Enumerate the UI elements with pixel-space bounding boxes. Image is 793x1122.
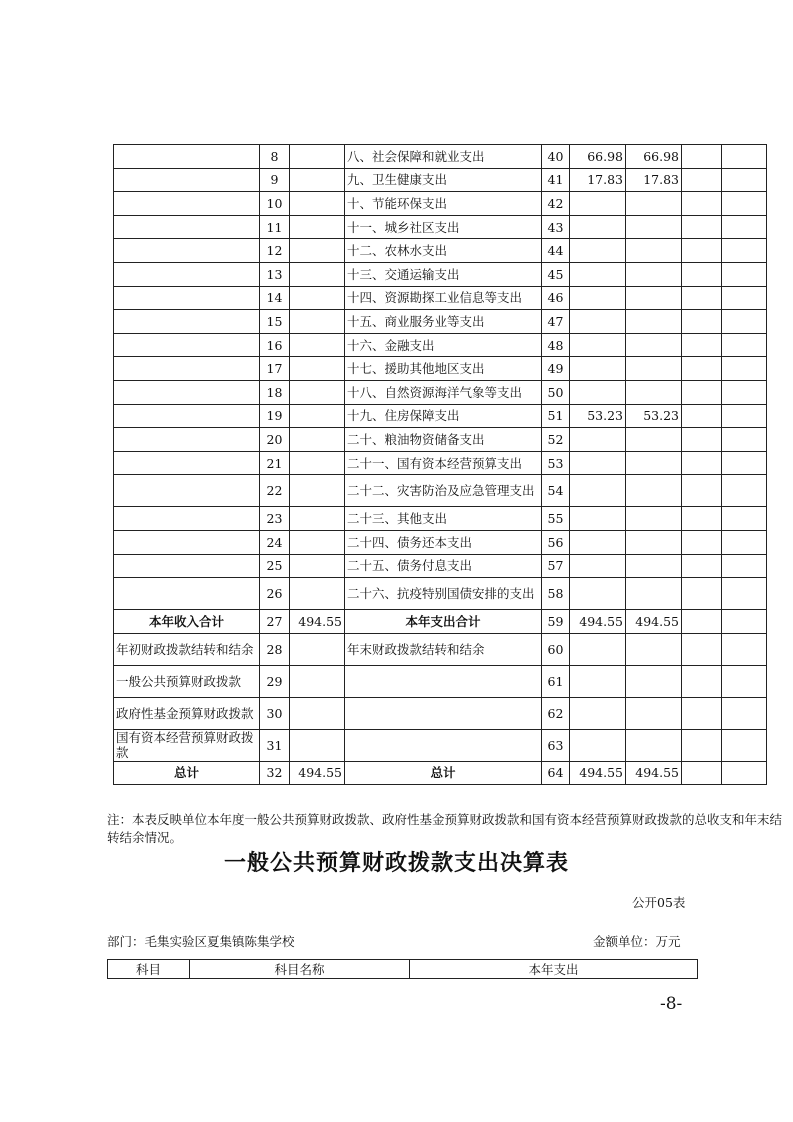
expense-total — [570, 578, 626, 610]
expense-item-name: 二十五、债务付息支出 — [345, 554, 542, 578]
expense-general-budget: 53.23 — [626, 404, 682, 428]
expense-general-budget — [626, 310, 682, 334]
expenditure-table-header — [107, 959, 698, 979]
expense-gov-fund — [682, 145, 722, 169]
line-no: 44 — [542, 239, 570, 263]
line-no: 63 — [542, 729, 570, 761]
table-row — [114, 475, 767, 507]
row-no: 10 — [260, 192, 290, 216]
income-amount — [290, 168, 345, 192]
row-no: 32 — [260, 761, 290, 785]
expense-item-name: 十九、住房保障支出 — [345, 404, 542, 428]
expense-general-budget — [626, 697, 682, 729]
expense-total — [570, 665, 626, 697]
carryover-row — [114, 665, 767, 697]
grand-total-expense-label: 总计 — [345, 761, 542, 785]
line-no: 43 — [542, 215, 570, 239]
line-no: 57 — [542, 554, 570, 578]
line-no: 42 — [542, 192, 570, 216]
line-no: 59 — [542, 610, 570, 634]
row-no: 31 — [260, 729, 290, 761]
table-row — [114, 215, 767, 239]
page-number: -8- — [660, 994, 683, 1014]
page-title: 一般公共预算财政拨款支出决算表 — [223, 850, 569, 876]
expense-gov-fund — [682, 310, 722, 334]
income-total-label: 本年收入合计 — [114, 610, 260, 634]
income-item-cell — [114, 145, 260, 169]
expense-total: 494.55 — [570, 610, 626, 634]
line-no: 54 — [542, 475, 570, 507]
grand-total-row — [114, 761, 767, 785]
row-no: 30 — [260, 697, 290, 729]
expense-gov-fund — [682, 215, 722, 239]
income-amount — [290, 286, 345, 310]
income-item-cell — [114, 215, 260, 239]
expense-item-name: 九、卫生健康支出 — [345, 168, 542, 192]
row-no: 26 — [260, 578, 290, 610]
expense-gov-fund — [682, 428, 722, 452]
table-row — [114, 192, 767, 216]
expense-gov-fund — [682, 610, 722, 634]
expense-gov-fund — [682, 665, 722, 697]
row-no: 21 — [260, 451, 290, 475]
expense-state-capital — [722, 215, 767, 239]
expense-state-capital — [722, 578, 767, 610]
row-no: 24 — [260, 530, 290, 554]
row-no: 8 — [260, 145, 290, 169]
expense-general-budget — [626, 554, 682, 578]
expense-total — [570, 530, 626, 554]
expense-state-capital — [722, 380, 767, 404]
income-item-cell — [114, 451, 260, 475]
expense-general-budget — [626, 286, 682, 310]
expense-total — [570, 310, 626, 334]
income-item-cell — [114, 262, 260, 286]
income-item-cell — [114, 404, 260, 428]
expense-state-capital — [722, 310, 767, 334]
income-item-cell — [114, 475, 260, 507]
table-row — [114, 239, 767, 263]
expense-gov-fund — [682, 507, 722, 531]
income-item-cell — [114, 192, 260, 216]
expense-general-budget: 494.55 — [626, 761, 682, 785]
expense-total — [570, 239, 626, 263]
row-no: 9 — [260, 168, 290, 192]
income-amount — [290, 333, 345, 357]
income-amount — [290, 428, 345, 452]
expense-state-capital — [722, 404, 767, 428]
expense-item-name: 二十四、债务还本支出 — [345, 530, 542, 554]
income-amount — [290, 380, 345, 404]
expense-gov-fund — [682, 633, 722, 665]
expense-state-capital — [722, 451, 767, 475]
row-no: 20 — [260, 428, 290, 452]
table-row — [114, 333, 767, 357]
expense-item-name: 十八、自然资源海洋气象等支出 — [345, 380, 542, 404]
expense-total — [570, 215, 626, 239]
table-row — [114, 145, 767, 169]
carryover-amount — [290, 665, 345, 697]
expense-item-name: 十六、金融支出 — [345, 333, 542, 357]
budget-table — [113, 144, 767, 785]
expense-state-capital — [722, 761, 767, 785]
row-no: 12 — [260, 239, 290, 263]
income-amount — [290, 507, 345, 531]
row-no: 15 — [260, 310, 290, 334]
carryover-label: 国有资本经营预算财政拨款 — [114, 729, 260, 761]
income-amount — [290, 262, 345, 286]
expense-total — [570, 428, 626, 452]
expense-general-budget — [626, 633, 682, 665]
line-no: 50 — [542, 380, 570, 404]
expense-total — [570, 262, 626, 286]
table-row — [114, 451, 767, 475]
carryover-expense-label — [345, 729, 542, 761]
income-item-cell — [114, 310, 260, 334]
table-row — [114, 262, 767, 286]
income-amount — [290, 145, 345, 169]
expense-total — [570, 507, 626, 531]
expense-gov-fund — [682, 262, 722, 286]
income-amount — [290, 192, 345, 216]
table-row — [114, 530, 767, 554]
income-item-cell — [114, 333, 260, 357]
income-item-cell — [114, 286, 260, 310]
carryover-expense-label: 年末财政拨款结转和结余 — [345, 633, 542, 665]
expense-total-label: 本年支出合计 — [345, 610, 542, 634]
income-total-value: 494.55 — [290, 610, 345, 634]
income-item-cell — [114, 554, 260, 578]
expense-general-budget — [626, 380, 682, 404]
row-no: 19 — [260, 404, 290, 428]
line-no: 60 — [542, 633, 570, 665]
carryover-label: 一般公共预算财政拨款 — [114, 665, 260, 697]
expense-gov-fund — [682, 357, 722, 381]
expense-gov-fund — [682, 451, 722, 475]
expense-total — [570, 697, 626, 729]
income-item-cell — [114, 168, 260, 192]
income-item-cell — [114, 380, 260, 404]
expense-state-capital — [722, 530, 767, 554]
department-label: 部门：毛集实验区夏集镇陈集学校 — [107, 934, 295, 949]
expense-total — [570, 451, 626, 475]
expense-state-capital — [722, 633, 767, 665]
header-subject: 科目 — [108, 960, 190, 979]
expense-gov-fund — [682, 380, 722, 404]
income-item-cell — [114, 428, 260, 452]
row-no: 16 — [260, 333, 290, 357]
expense-general-budget — [626, 530, 682, 554]
expense-item-name: 十一、城乡社区支出 — [345, 215, 542, 239]
expense-total — [570, 475, 626, 507]
expense-total: 66.98 — [570, 145, 626, 169]
row-no: 13 — [260, 262, 290, 286]
amount-unit-label: 金额单位：万元 — [593, 934, 681, 949]
expense-state-capital — [722, 507, 767, 531]
row-no: 25 — [260, 554, 290, 578]
row-no: 22 — [260, 475, 290, 507]
table-row — [114, 380, 767, 404]
expense-total — [570, 729, 626, 761]
carryover-row — [114, 633, 767, 665]
expense-gov-fund — [682, 578, 722, 610]
expense-total — [570, 554, 626, 578]
carryover-amount — [290, 729, 345, 761]
table-row — [114, 404, 767, 428]
expense-general-budget — [626, 239, 682, 263]
header-current-expenditure: 本年支出 — [410, 960, 698, 979]
line-no: 51 — [542, 404, 570, 428]
expense-item-name: 十五、商业服务业等支出 — [345, 310, 542, 334]
expense-total — [570, 357, 626, 381]
carryover-label: 年初财政拨款结转和结余 — [114, 633, 260, 665]
line-no: 62 — [542, 697, 570, 729]
expense-state-capital — [722, 554, 767, 578]
income-item-cell — [114, 507, 260, 531]
expense-total: 53.23 — [570, 404, 626, 428]
income-total-row — [114, 610, 767, 634]
expense-state-capital — [722, 428, 767, 452]
expense-gov-fund — [682, 697, 722, 729]
grand-total-label: 总计 — [114, 761, 260, 785]
line-no: 47 — [542, 310, 570, 334]
table-note: 注：本表反映单位本年度一般公共预算财政拨款、政府性基金预算财政拨款和国有资本经营预算财政拨款的总收支和年末结转结余情况。 — [107, 812, 783, 845]
line-no: 53 — [542, 451, 570, 475]
expense-general-budget — [626, 262, 682, 286]
header-subject-name: 科目名称 — [190, 960, 410, 979]
income-amount — [290, 310, 345, 334]
expense-general-budget — [626, 475, 682, 507]
expense-gov-fund — [682, 475, 722, 507]
expense-state-capital — [722, 729, 767, 761]
table-code: 公开05表 — [632, 895, 686, 910]
line-no: 58 — [542, 578, 570, 610]
row-no: 27 — [260, 610, 290, 634]
expense-total — [570, 192, 626, 216]
income-amount — [290, 239, 345, 263]
grand-total-income: 494.55 — [290, 761, 345, 785]
carryover-expense-label — [345, 665, 542, 697]
line-no: 52 — [542, 428, 570, 452]
expense-gov-fund — [682, 168, 722, 192]
income-amount — [290, 215, 345, 239]
expense-gov-fund — [682, 554, 722, 578]
line-no: 41 — [542, 168, 570, 192]
income-item-cell — [114, 357, 260, 381]
carryover-label: 政府性基金预算财政拨款 — [114, 697, 260, 729]
expense-item-name: 十三、交通运输支出 — [345, 262, 542, 286]
expense-state-capital — [722, 475, 767, 507]
expense-item-name: 十七、援助其他地区支出 — [345, 357, 542, 381]
expense-state-capital — [722, 697, 767, 729]
carryover-amount — [290, 697, 345, 729]
expense-general-budget — [626, 578, 682, 610]
expense-item-name: 十、节能环保支出 — [345, 192, 542, 216]
row-no: 17 — [260, 357, 290, 381]
expense-item-name: 二十、粮油物资储备支出 — [345, 428, 542, 452]
expense-state-capital — [722, 665, 767, 697]
expense-total — [570, 380, 626, 404]
table-row — [114, 507, 767, 531]
line-no: 45 — [542, 262, 570, 286]
expense-general-budget: 494.55 — [626, 610, 682, 634]
expense-state-capital — [722, 286, 767, 310]
expense-general-budget: 66.98 — [626, 145, 682, 169]
expense-total: 494.55 — [570, 761, 626, 785]
expense-state-capital — [722, 262, 767, 286]
income-amount — [290, 475, 345, 507]
expense-item-name: 八、社会保障和就业支出 — [345, 145, 542, 169]
row-no: 29 — [260, 665, 290, 697]
income-amount — [290, 451, 345, 475]
line-no: 40 — [542, 145, 570, 169]
carryover-amount — [290, 633, 345, 665]
row-no: 11 — [260, 215, 290, 239]
expense-state-capital — [722, 145, 767, 169]
expense-general-budget — [626, 428, 682, 452]
expense-state-capital — [722, 333, 767, 357]
income-amount — [290, 530, 345, 554]
expense-general-budget — [626, 333, 682, 357]
expense-general-budget — [626, 215, 682, 239]
expense-general-budget — [626, 192, 682, 216]
expense-general-budget: 17.83 — [626, 168, 682, 192]
expense-item-name: 二十二、灾害防治及应急管理支出 — [345, 475, 542, 507]
line-no: 55 — [542, 507, 570, 531]
income-amount — [290, 404, 345, 428]
line-no: 64 — [542, 761, 570, 785]
expense-state-capital — [722, 192, 767, 216]
table-row — [114, 286, 767, 310]
expense-item-name: 二十六、抗疫特别国债安排的支出 — [345, 578, 542, 610]
expense-general-budget — [626, 507, 682, 531]
expense-general-budget — [626, 357, 682, 381]
expense-gov-fund — [682, 286, 722, 310]
expense-general-budget — [626, 729, 682, 761]
row-no: 28 — [260, 633, 290, 665]
expense-item-name: 十二、农林水支出 — [345, 239, 542, 263]
table-row — [114, 578, 767, 610]
carryover-row — [114, 697, 767, 729]
income-amount — [290, 357, 345, 381]
income-item-cell — [114, 239, 260, 263]
line-no: 48 — [542, 333, 570, 357]
expense-state-capital — [722, 610, 767, 634]
line-no: 56 — [542, 530, 570, 554]
expense-general-budget — [626, 665, 682, 697]
expense-item-name: 二十三、其他支出 — [345, 507, 542, 531]
expense-total — [570, 633, 626, 665]
expense-gov-fund — [682, 729, 722, 761]
table-row — [114, 428, 767, 452]
expense-item-name: 二十一、国有资本经营预算支出 — [345, 451, 542, 475]
row-no: 23 — [260, 507, 290, 531]
expense-total: 17.83 — [570, 168, 626, 192]
expense-gov-fund — [682, 192, 722, 216]
expense-item-name: 十四、资源勘探工业信息等支出 — [345, 286, 542, 310]
table-row — [114, 357, 767, 381]
carryover-row — [114, 729, 767, 761]
expense-gov-fund — [682, 404, 722, 428]
expense-state-capital — [722, 168, 767, 192]
line-no: 61 — [542, 665, 570, 697]
expense-gov-fund — [682, 530, 722, 554]
expense-general-budget — [626, 451, 682, 475]
row-no: 18 — [260, 380, 290, 404]
income-item-cell — [114, 578, 260, 610]
expense-total — [570, 286, 626, 310]
row-no: 14 — [260, 286, 290, 310]
table-row — [114, 168, 767, 192]
line-no: 49 — [542, 357, 570, 381]
table-row — [114, 310, 767, 334]
expense-state-capital — [722, 239, 767, 263]
expense-gov-fund — [682, 761, 722, 785]
line-no: 46 — [542, 286, 570, 310]
income-item-cell — [114, 530, 260, 554]
carryover-expense-label — [345, 697, 542, 729]
table-row — [114, 554, 767, 578]
income-amount — [290, 578, 345, 610]
expense-gov-fund — [682, 333, 722, 357]
income-amount — [290, 554, 345, 578]
expense-gov-fund — [682, 239, 722, 263]
expense-total — [570, 333, 626, 357]
expense-state-capital — [722, 357, 767, 381]
